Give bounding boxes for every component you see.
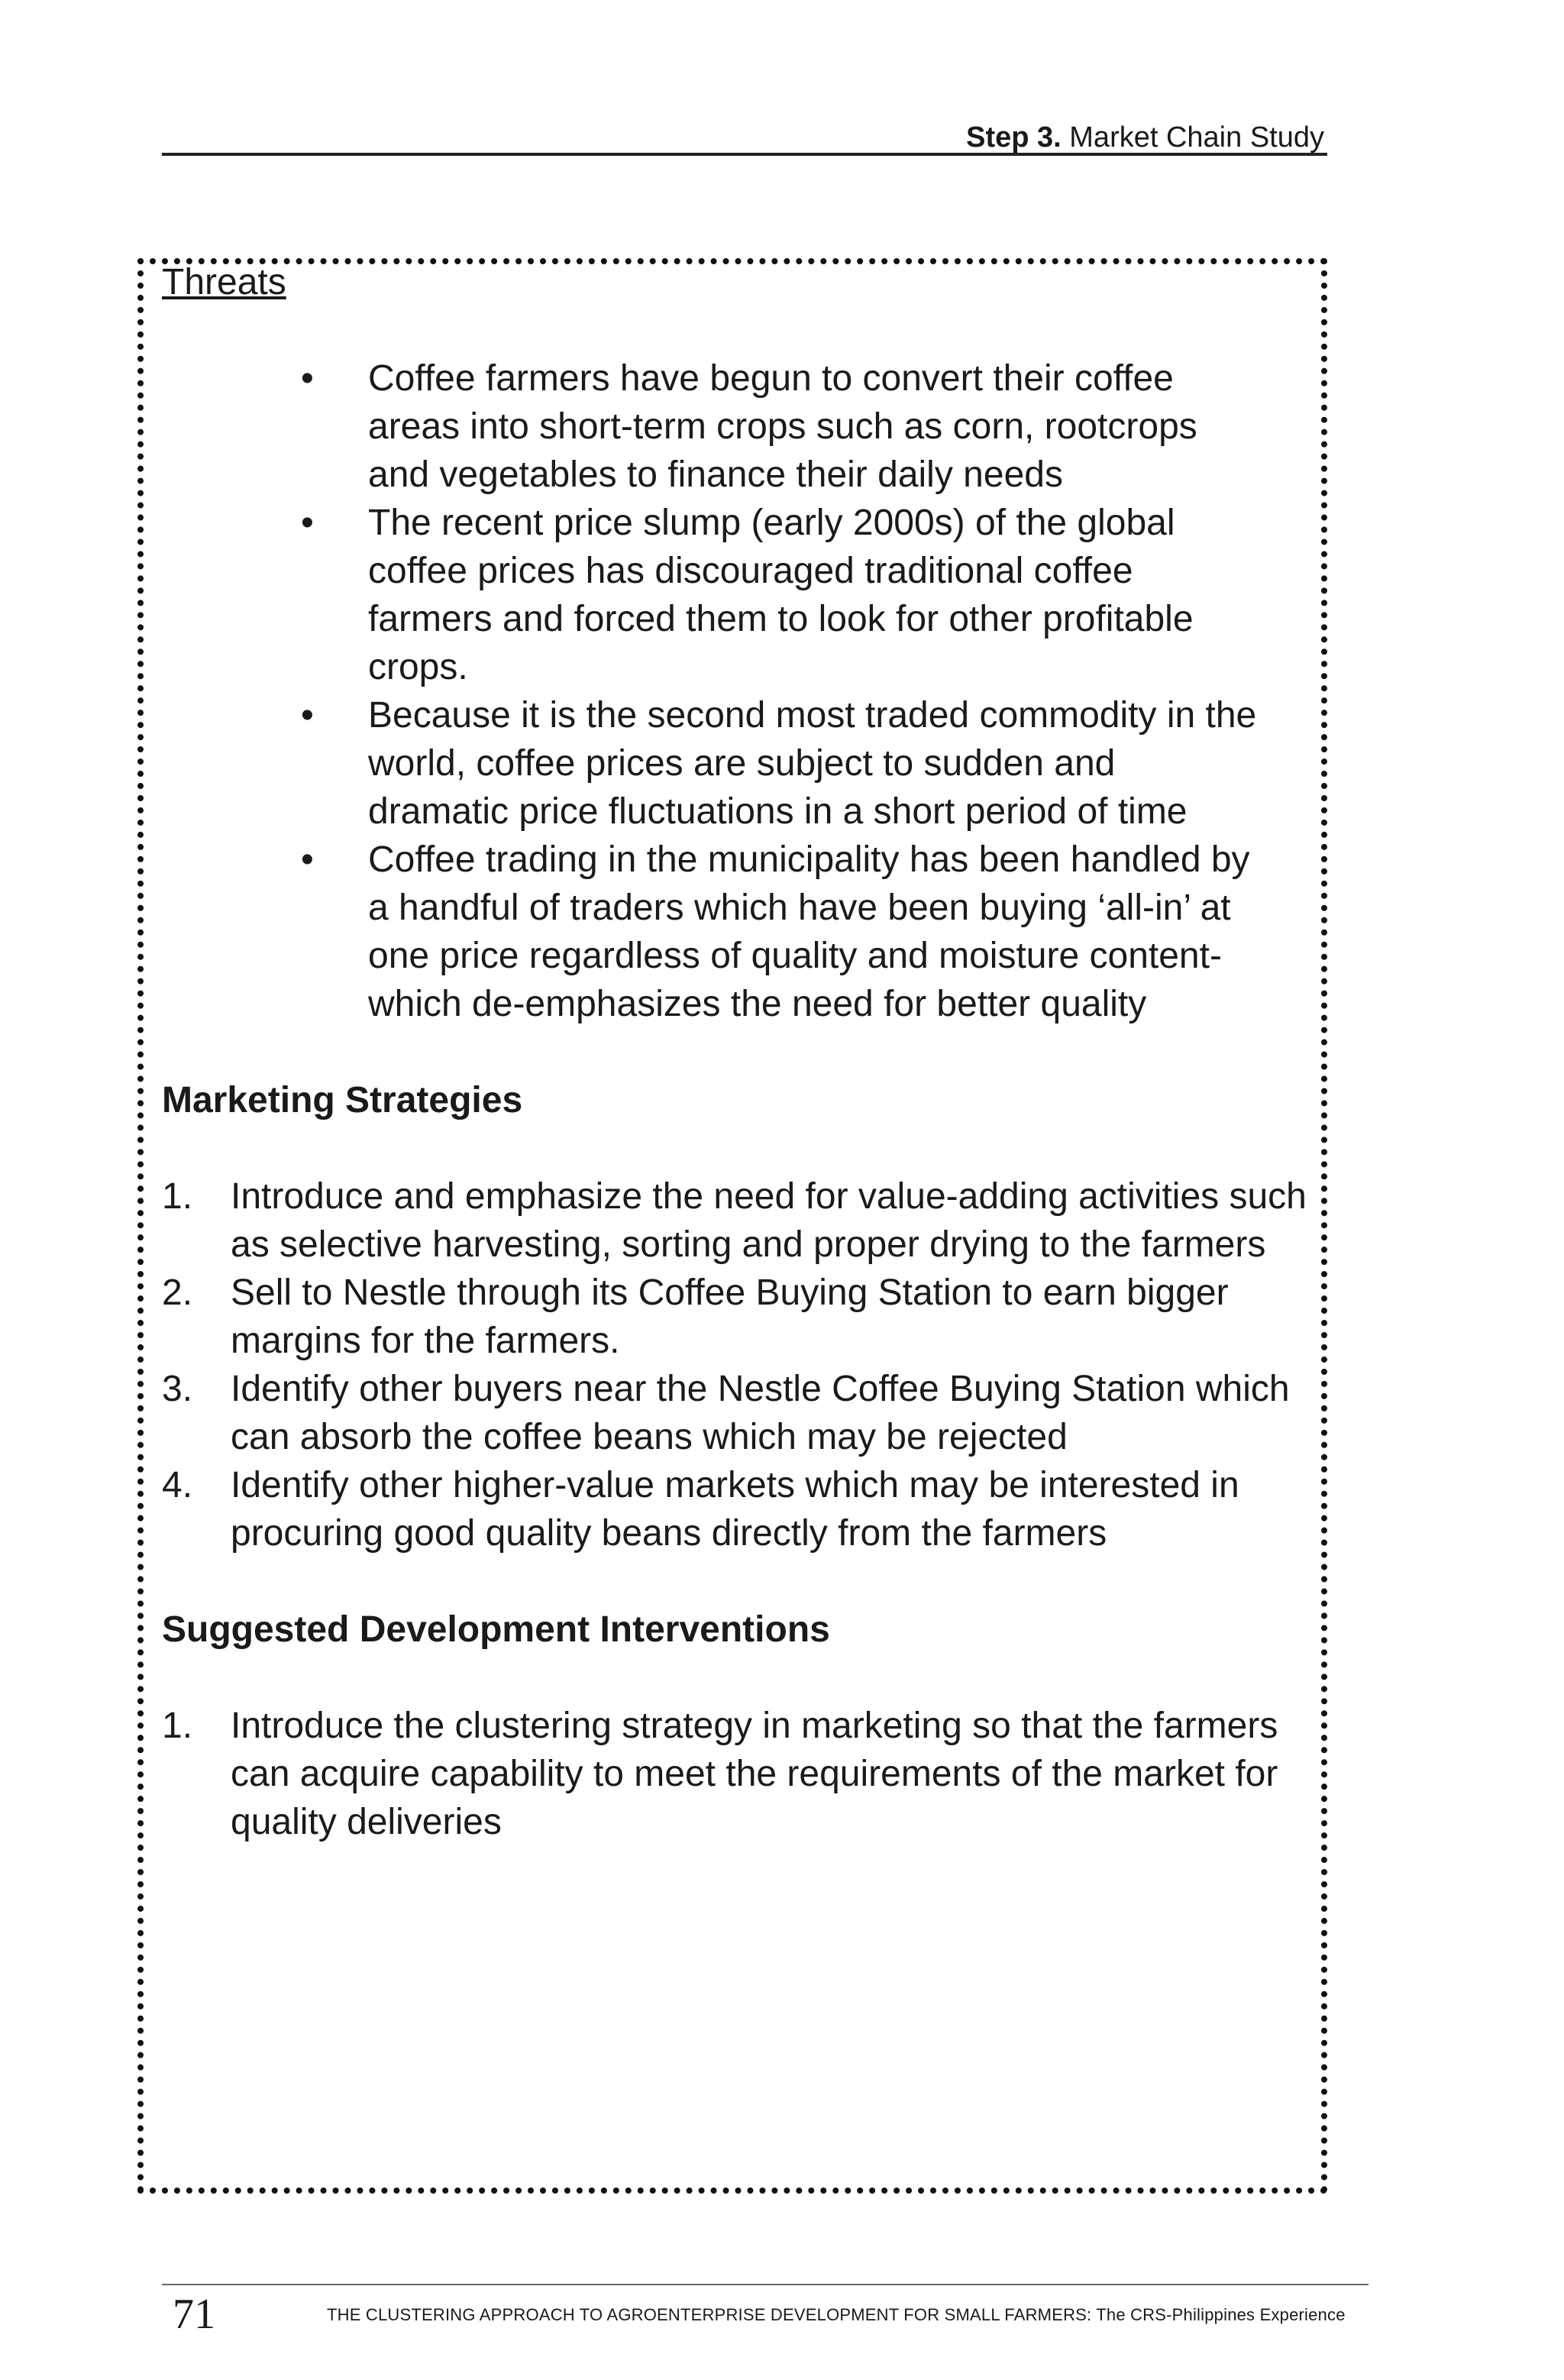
threat-text: Coffee trading in the municipality has been handled by a handful of traders which have been buying ‘all-in’ at one price regardless of quality and moisture content- which de-emphasizes the need for better quality xyxy=(368,839,1250,1024)
strategy-item xyxy=(162,1461,1307,1557)
interventions-list xyxy=(162,1702,1307,1846)
item-number: 1. xyxy=(162,1706,193,1746)
marketing-strategies-heading: Marketing Strategies xyxy=(162,1080,523,1120)
threat-item xyxy=(162,836,1262,1028)
strategy-text: Identify other higher-value markets which may be interested in procuring good quality beans directly from the farmers xyxy=(231,1465,1239,1554)
intervention-item xyxy=(162,1702,1307,1846)
item-number: 3. xyxy=(162,1369,193,1409)
threat-item xyxy=(162,499,1262,691)
intervention-text: Introduce the clustering strategy in marketing so that the farmers can acquire capability to meet the requirements of the market for quality deliveries xyxy=(231,1706,1278,1842)
bullet-icon: • xyxy=(301,839,314,880)
threat-text: Coffee farmers have begun to convert their coffee areas into short-term crops such as corn, rootcrops and vegetables to finance their daily needs xyxy=(368,358,1197,495)
page-number: 71 xyxy=(173,2291,215,2338)
strategy-item xyxy=(162,1365,1307,1461)
bullet-icon: • xyxy=(301,503,314,543)
page-content xyxy=(162,258,1307,1846)
threat-text: Because it is the second most traded commodity in the world, coffee prices are subject to sudden and dramatic price fluctuations in a short period of time xyxy=(368,695,1257,832)
threats-list xyxy=(162,354,1307,1028)
threats-heading: Threats xyxy=(162,262,286,302)
strategy-item xyxy=(162,1172,1307,1269)
threat-item xyxy=(162,691,1262,836)
item-number: 1. xyxy=(162,1176,193,1217)
interventions-heading: Suggested Development Interventions xyxy=(162,1609,830,1650)
running-header xyxy=(162,119,1327,156)
footer-divider xyxy=(162,2284,1368,2285)
strategy-text: Identify other buyers near the Nestle Coffee Buying Station which can absorb the coffee beans which may be rejected xyxy=(231,1369,1290,1457)
footer-book-title: THE CLUSTERING APPROACH TO AGROENTERPRISE DEVELOPMENT FOR SMALL FARMERS: The CRS-Philippines Experience xyxy=(327,2305,1346,2324)
marketing-strategies-list xyxy=(162,1172,1307,1557)
threat-item xyxy=(162,354,1262,499)
threat-text: The recent price slump (early 2000s) of the global coffee prices has discouraged traditional coffee farmers and forced them to look for other profitable crops. xyxy=(368,503,1194,687)
strategy-item xyxy=(162,1269,1307,1365)
bullet-icon: • xyxy=(301,695,314,736)
header-title: Market Chain Study xyxy=(1069,121,1324,154)
item-number: 2. xyxy=(162,1272,193,1313)
strategy-text: Sell to Nestle through its Coffee Buying Station to earn bigger margins for the farmers. xyxy=(231,1272,1229,1361)
item-number: 4. xyxy=(162,1465,193,1505)
strategy-text: Introduce and emphasize the need for value-adding activities such as selective harvesting, sorting and proper drying to the farmers xyxy=(231,1176,1307,1265)
header-step: Step 3. xyxy=(966,121,1062,154)
bullet-icon: • xyxy=(301,358,314,399)
